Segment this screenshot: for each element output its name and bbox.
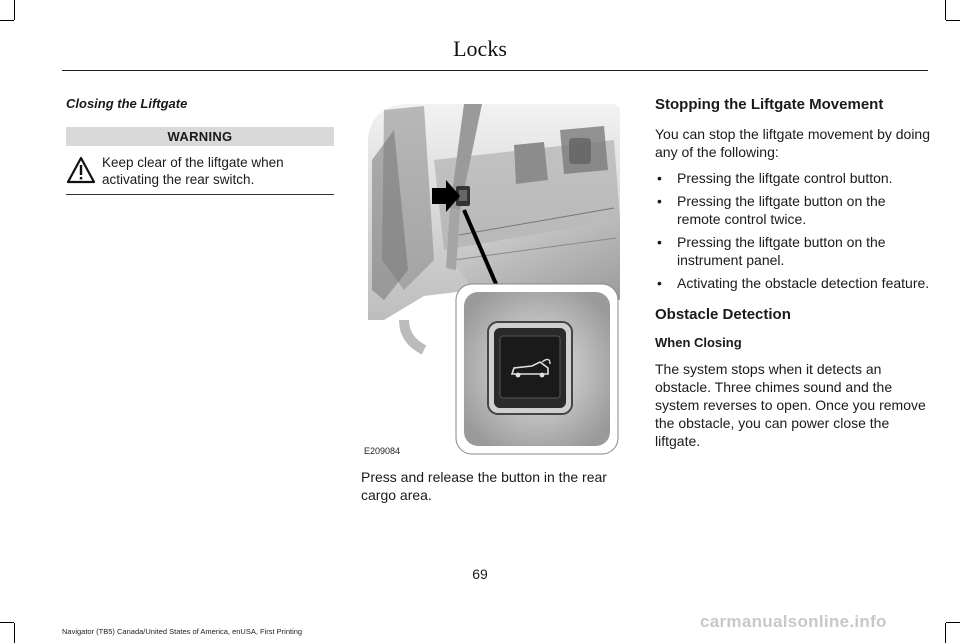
crop-mark — [946, 20, 960, 21]
warning-box — [66, 127, 334, 195]
crop-mark — [945, 623, 946, 643]
list-item: • Pressing the liftgate control button. — [655, 169, 930, 187]
crop-mark — [14, 623, 15, 643]
subheading-when-closing: When Closing — [655, 335, 742, 350]
publication-footer: Navigator (TB5) Canada/United States of America, enUSA, First Printing — [62, 627, 303, 636]
watermark: carmanualsonline.info — [700, 612, 887, 631]
page-number: 69 — [472, 566, 488, 582]
left-column — [66, 96, 334, 195]
crop-mark — [946, 622, 960, 623]
title-rule — [62, 70, 928, 71]
list-item: • Activating the obstacle detection feature. — [655, 274, 930, 292]
right-column — [655, 96, 930, 458]
warning-label: WARNING — [66, 127, 334, 146]
crop-mark — [945, 0, 946, 20]
warning-triangle-icon — [66, 156, 96, 184]
figure-caption: Press and release the button in the rear cargo area. — [361, 469, 607, 503]
cargo-area-illustration — [364, 100, 620, 456]
stopping-intro: You can stop the liftgate movement by doing any of the following: — [655, 126, 930, 160]
page-title: Locks — [453, 36, 507, 61]
warning-text: Keep clear of the liftgate when activating the rear switch. — [102, 155, 284, 187]
warning-body — [66, 146, 334, 195]
list-item: • Pressing the liftgate button on the instrument panel. — [655, 233, 930, 269]
crop-mark — [14, 0, 15, 20]
crop-mark — [0, 20, 14, 21]
list-item: • Pressing the liftgate button on the remote control twice. — [655, 192, 930, 228]
section-subheading: Closing the Liftgate — [66, 96, 188, 111]
stopping-methods-list — [655, 169, 930, 292]
heading-stopping-liftgate: Stopping the Liftgate Movement — [655, 96, 884, 113]
obstacle-text: The system stops when it detects an obstacle. Three chimes sound and the system reverses to open. Once you remove the obstacle, you can power close the liftgate. — [655, 361, 926, 449]
figure-code: E209084 — [364, 446, 401, 456]
crop-mark — [0, 622, 14, 623]
heading-obstacle-detection: Obstacle Detection — [655, 306, 791, 323]
